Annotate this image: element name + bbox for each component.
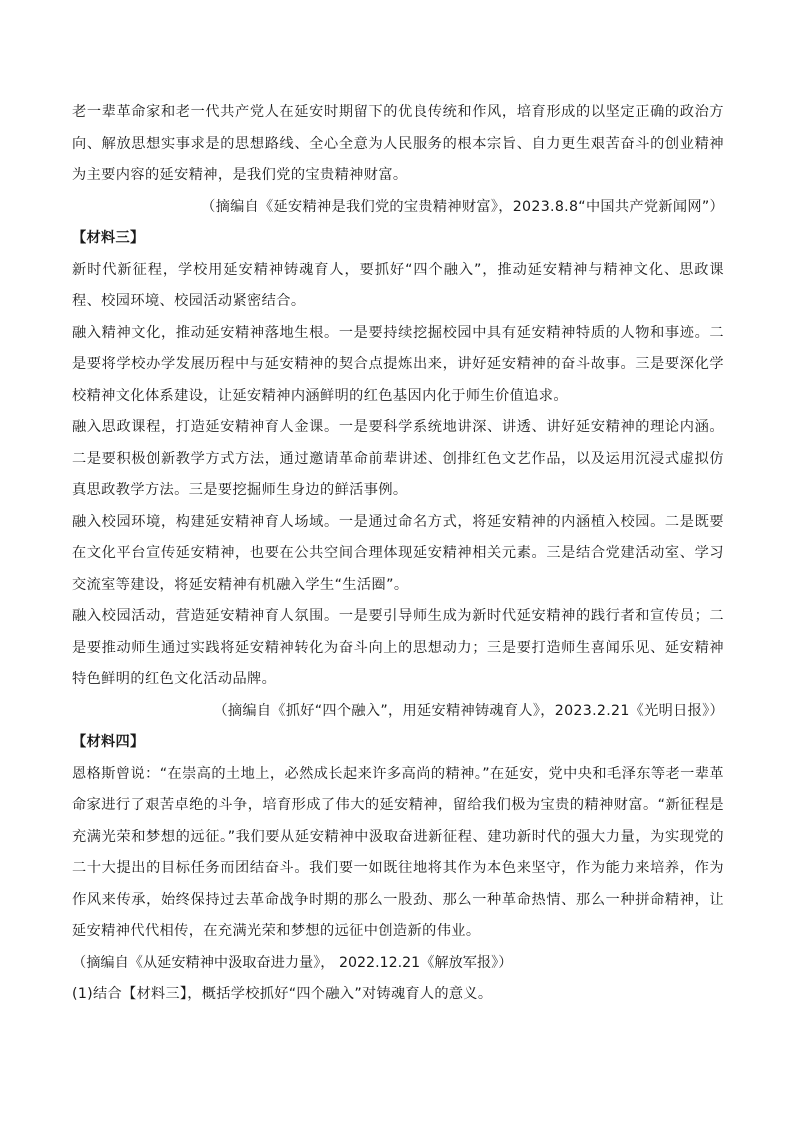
material-4-source: （摘编自《从延安精神中汲取奋进力量》， 2022.12.21《解放军报》）: [72, 954, 513, 971]
material-3-paragraph: 融入校园环境，构建延安精神育人场域。一是通过命名方式，将延安精神的内涵植入校园。二是既要在文化平台宣传延安精神，也要在公共空间合理体现延安精神相关元素。三是结合党建活动室、学习交流室等建设，将延安精神有机融入学生“生活圈”。: [72, 513, 724, 593]
material-2-source: （摘编自《延安精神是我们党的宝贵精神财富》，2023.8.8“中国共产党新闻网”）: [201, 198, 724, 215]
material-4-paragraph: 恩格斯曾说：“在崇高的土地上，必然成长起来许多高尚的精神。”在延安，党中央和毛泽东等老一辈革命家进行了艰苦卓绝的斗争，培育形成了伟大的延安精神，留给我们极为宝贵的精神财富。“新征程是充满光荣和梦想的远征。”我们要从延安精神中汲取奋进新征程、建功新时代的强大力量，为实现党的二十大提出的目标任务而团结奋斗。我们要一如既往地将其作为本色来坚守，作为能力来培养，作为作风来传承，始终保持过去革命战争时期的那么一股劲、那么一种革命热情、那么一种拼命精神，让延安精神代代相传，在充满光荣和梦想的远征中创造新的伟业。: [72, 765, 724, 939]
material-3-paragraph: 新时代新征程，学校用延安精神铸魂育人，要抓好“四个融入”，推动延安精神与精神文化、思政课程、校园环境、校园活动紧密结合。: [72, 261, 724, 309]
material-3-paragraph: 融入校园活动，营造延安精神育人氛围。一是要引导师生成为新时代延安精神的践行者和宣传员；二是要推动师生通过实践将延安精神转化为奋斗向上的思想动力；三是要打造师生喜闻乐见、延安精神特色鲜明的红色文化活动品牌。: [72, 608, 724, 687]
material-4-heading: 【材料四】: [72, 734, 145, 750]
material-3-paragraph: 融入思政课程，打造延安精神育人金课。一是要科学系统地讲深、讲透、讲好延安精神的理论内涵。二是要积极创新教学方式方法，通过邀请革命前辈讲述、创排红色文艺作品，以及运用沉浸式虚拟仿真思政教学方法。三是要挖掘师生身边的鲜活事例。: [72, 419, 724, 498]
material-3-paragraph: 融入精神文化，推动延安精神落地生根。一是要持续挖掘校园中具有延安精神特质的人物和事迹。二是要将学校办学发展历程中与延安精神的契合点提炼出来，讲好延安精神的奋斗故事。三是要深化学校精神文化体系建设，让延安精神内涵鲜明的红色基因内化于师生价值追求。: [72, 324, 724, 404]
intro-paragraph: 老一辈革命家和老一代共产党人在延安时期留下的优良传统和作风，培育形成的以坚定正确的政治方向、解放思想实事求是的思想路线、全心全意为人民服务的根本宗旨、自力更生艰苦奋斗的创业精神为主要内容的延安精神，是我们党的宝贵精神财富。: [72, 104, 724, 183]
material-3-source: （摘编自《抓好“四个融入”，用延安精神铸魂育人》，2023.2.21《光明日报》）: [213, 702, 724, 719]
document-content: [72, 97, 724, 1011]
question-1: (1)结合【材料三】，概括学校抓好“四个融入”对铸魂育人的意义。: [72, 986, 493, 1002]
material-3-heading: 【材料三】: [72, 230, 145, 246]
